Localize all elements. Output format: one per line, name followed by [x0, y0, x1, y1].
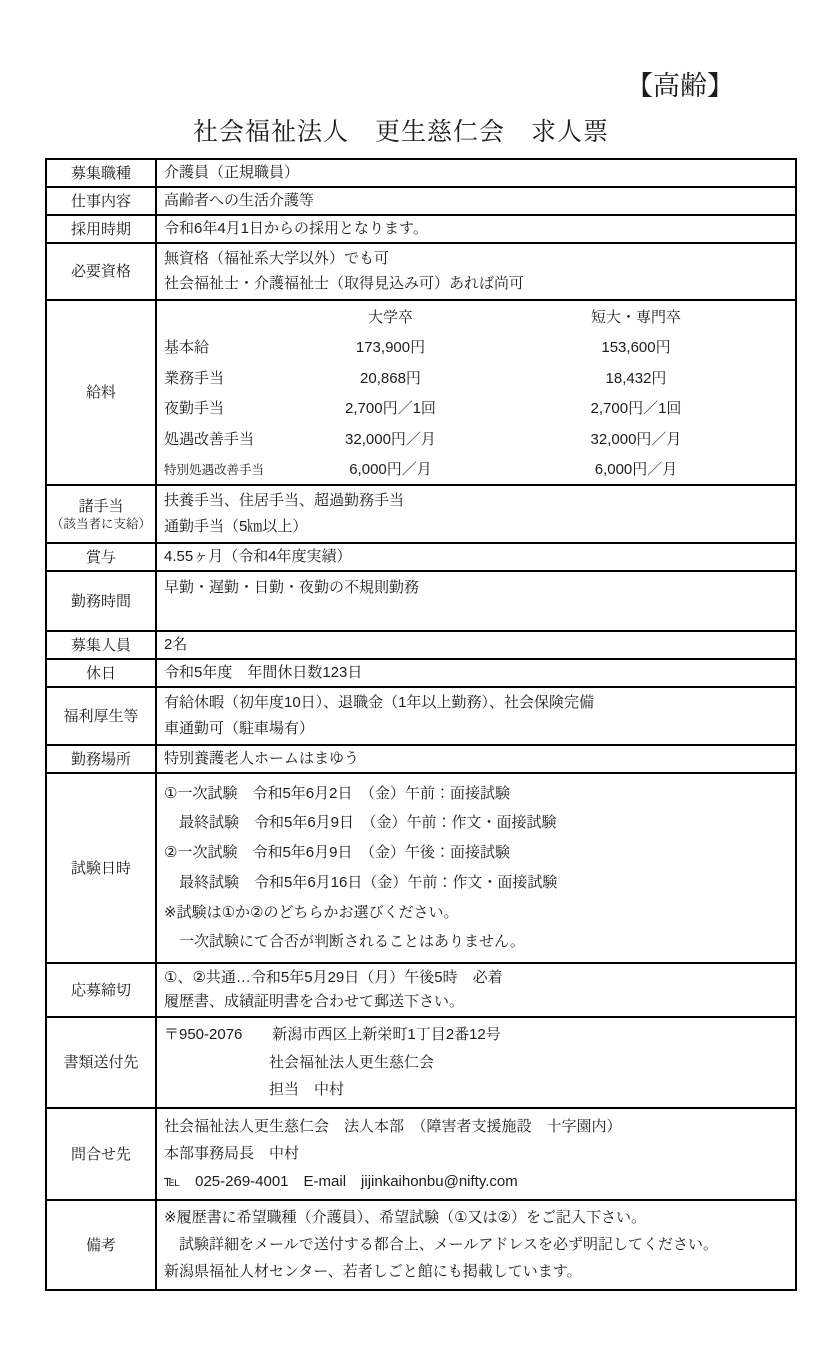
salary-item-value-tandai: 2,700円／1回 — [590, 400, 682, 418]
salary-item-name: 夜勤手当 — [164, 400, 225, 418]
row-content-line: 車通勤可（駐車場有） — [164, 719, 315, 737]
row-content-salary — [157, 301, 795, 484]
row-content-line: 扶養手当、住居手当、超過勤務手当 — [164, 492, 405, 510]
row-content-line: 2名 — [164, 636, 188, 653]
row-label-text: 福利厚生等 — [63, 707, 139, 725]
row-content-line: 最終試験 令和5年6月16日（金）午前：作文・面接試験 — [164, 873, 558, 891]
salary-header-row — [157, 301, 795, 332]
row-content-contact — [157, 1109, 795, 1199]
salary-column-header: 大学卒 — [367, 308, 413, 326]
table-row-documents-address — [47, 1018, 795, 1109]
row-label-text: 勤務時間 — [70, 592, 131, 610]
row-label-recruit-position — [47, 160, 157, 186]
salary-item-row — [157, 393, 795, 424]
row-content-line: 特別養護老人ホームはまゆう — [164, 750, 360, 767]
row-content-job-description — [157, 188, 795, 214]
row-content-line: 最終試験 令和5年6月9日 （金）午前：作文・面接試験 — [164, 814, 557, 832]
row-content-remarks — [157, 1201, 795, 1289]
table-row-openings — [47, 632, 795, 660]
salary-item-name: 基本給 — [164, 339, 210, 357]
salary-item-value-daigaku: 6,000円／月 — [349, 461, 432, 479]
row-content-line: 早勤・遅勤・日勤・夜勤の不規則勤務 — [164, 579, 420, 596]
row-content-line: 社会福祉法人更生慈仁会 法人本部 （障害者支援施設 十字園内） — [164, 1117, 622, 1135]
row-content-exam-schedule — [157, 774, 795, 962]
row-label-text: 応募締切 — [70, 981, 131, 999]
salary-item-value-daigaku: 173,900円 — [355, 339, 426, 357]
row-content-line: 本部事務局長 中村 — [164, 1145, 300, 1162]
row-content-line: 試験詳細をメールで送付する都合上、メールアドレスを必ず明記してください。 — [164, 1236, 718, 1253]
row-label-holidays — [47, 660, 157, 686]
salary-item-row — [157, 332, 795, 363]
row-content-line: 〒950-2076 新潟市西区上新栄町1丁目2番12号 — [164, 1026, 501, 1044]
row-label-job-description — [47, 188, 157, 214]
row-label-allowances — [47, 486, 157, 542]
table-row-job-description — [47, 188, 795, 216]
row-content-line: 4.55ヶ月（令和4年度実績） — [164, 548, 352, 565]
row-content-line: ①一次試験 令和5年6月2日 （金）午前：面接試験 — [164, 784, 510, 802]
table-row-workplace — [47, 746, 795, 774]
row-label-bonus — [47, 544, 157, 570]
row-content-workplace — [157, 746, 795, 772]
row-content-application-deadline — [157, 964, 795, 1016]
salary-column-header: 短大・専門卒 — [590, 308, 681, 326]
category-tag: 【高齢】 — [626, 71, 734, 101]
row-content-line: 新潟県福祉人材センター、若者しごと館にも掲載しています。 — [164, 1263, 582, 1280]
job-posting-table — [45, 158, 797, 1291]
row-label-contact — [47, 1109, 157, 1199]
table-row-salary — [47, 301, 795, 486]
row-label-openings — [47, 632, 157, 658]
row-label-exam-schedule — [47, 774, 157, 962]
salary-item-value-daigaku: 20,868円 — [360, 369, 421, 387]
row-content-openings — [157, 632, 795, 658]
salary-item-row — [157, 454, 795, 485]
table-row-application-deadline — [47, 964, 795, 1018]
row-content-line: 令和5年度 年間休日数123日 — [164, 664, 363, 681]
row-content-qualifications — [157, 244, 795, 299]
table-row-benefits — [47, 688, 795, 746]
row-label-work-hours — [47, 572, 157, 630]
row-content-holidays — [157, 660, 795, 686]
row-label-text: 必要資格 — [70, 263, 131, 280]
row-content-line: 高齢者への生活介護等 — [164, 192, 315, 209]
row-content-line: 社会福祉士・介護福祉士（取得見込み可）あれば尚可 — [164, 275, 525, 292]
row-content-line: 有給休暇（初年度10日）、退職金（1年以上勤務）、社会保険完備 — [164, 694, 595, 712]
row-label-note: （該当者に支給） — [50, 516, 151, 531]
row-label-application-deadline — [47, 964, 157, 1016]
row-content-line: 履歴書、成績証明書を合わせて郵送下さい。 — [164, 993, 465, 1010]
table-row-exam-schedule — [47, 774, 795, 964]
row-content-line: ※試験は①か②のどちらかお選びください。 — [164, 903, 459, 921]
row-content-line: 無資格（福祉系大学以外）でも可 — [164, 250, 390, 267]
row-label-hire-period — [47, 216, 157, 242]
table-row-work-hours — [47, 572, 795, 632]
row-content-benefits — [157, 688, 795, 744]
row-content-line: 介護員（正規職員） — [164, 164, 300, 181]
row-label-workplace — [47, 746, 157, 772]
row-label-text: 備考 — [85, 1236, 116, 1254]
table-row-allowances — [47, 486, 795, 544]
row-content-line: ※履歴書に希望職種（介護員）、希望試験（①又は②）をご記入下さい。 — [164, 1209, 646, 1226]
row-content-documents-address — [157, 1018, 795, 1107]
row-content-hire-period — [157, 216, 795, 242]
row-label-text: 採用時期 — [70, 220, 131, 238]
row-label-text: 募集職種 — [70, 164, 131, 182]
table-row-contact — [47, 1109, 795, 1201]
salary-item-value-daigaku: 2,700円／1回 — [345, 400, 436, 418]
row-label-remarks — [47, 1201, 157, 1289]
row-label-text: 勤務場所 — [70, 750, 131, 768]
row-label-text: 賞与 — [85, 548, 116, 566]
row-label-text: 諸手当 — [78, 497, 124, 515]
row-content-line: 通勤手当（5㎞以上） — [164, 517, 308, 535]
salary-item-row — [157, 423, 795, 454]
row-content-line: ②一次試験 令和5年6月9日 （金）午後：面接試験 — [164, 844, 510, 862]
row-content-line: 一次試験にて合否が判断されることはありません。 — [164, 933, 525, 951]
row-label-text: 給料 — [85, 384, 116, 401]
row-content-bonus — [157, 544, 795, 570]
row-content-line: 担当 中村 — [164, 1080, 345, 1098]
salary-item-name: 業務手当 — [164, 369, 225, 387]
row-label-text: 問合せ先 — [70, 1145, 131, 1163]
salary-item-value-daigaku: 32,000円／月 — [345, 430, 436, 448]
table-row-holidays — [47, 660, 795, 688]
salary-item-value-tandai: 18,432円 — [605, 369, 667, 387]
salary-item-value-tandai: 32,000円／月 — [590, 430, 682, 448]
salary-item-name: 処遇改善手当 — [164, 430, 255, 448]
row-content-line: ℡ 025-269-4001 E-mail jijinkaihonbu@nifty.com — [164, 1172, 518, 1190]
row-content-line: ①、②共通…令和5年5月29日（月）午後5時 必着 — [164, 969, 503, 986]
row-label-documents-address — [47, 1018, 157, 1107]
row-content-line: 社会福祉法人更生慈仁会 — [164, 1053, 435, 1071]
row-label-qualifications — [47, 244, 157, 299]
row-content-work-hours — [157, 572, 795, 630]
salary-item-value-tandai: 153,600円 — [601, 339, 671, 357]
row-content-recruit-position — [157, 160, 795, 186]
row-label-salary — [47, 301, 157, 484]
page-title: 社会福祉法人 更生慈仁会 求人票 — [192, 118, 609, 146]
row-label-benefits — [47, 688, 157, 744]
table-row-remarks — [47, 1201, 795, 1289]
salary-item-row — [157, 362, 795, 393]
table-row-bonus — [47, 544, 795, 572]
row-label-text: 休日 — [85, 664, 116, 682]
row-label-text: 書類送付先 — [63, 1054, 139, 1071]
row-content-line: 令和6年4月1日からの採用となります。 — [164, 220, 428, 237]
salary-item-value-tandai: 6,000円／月 — [594, 461, 678, 479]
table-row-qualifications — [47, 244, 795, 301]
row-label-text: 仕事内容 — [70, 192, 131, 210]
table-row-recruit-position — [47, 160, 795, 188]
row-label-text: 募集人員 — [70, 636, 131, 654]
row-content-allowances — [157, 486, 795, 542]
salary-item-name: 特別処遇改善手当 — [164, 462, 265, 477]
row-label-text: 試験日時 — [70, 859, 131, 877]
table-row-hire-period — [47, 216, 795, 244]
